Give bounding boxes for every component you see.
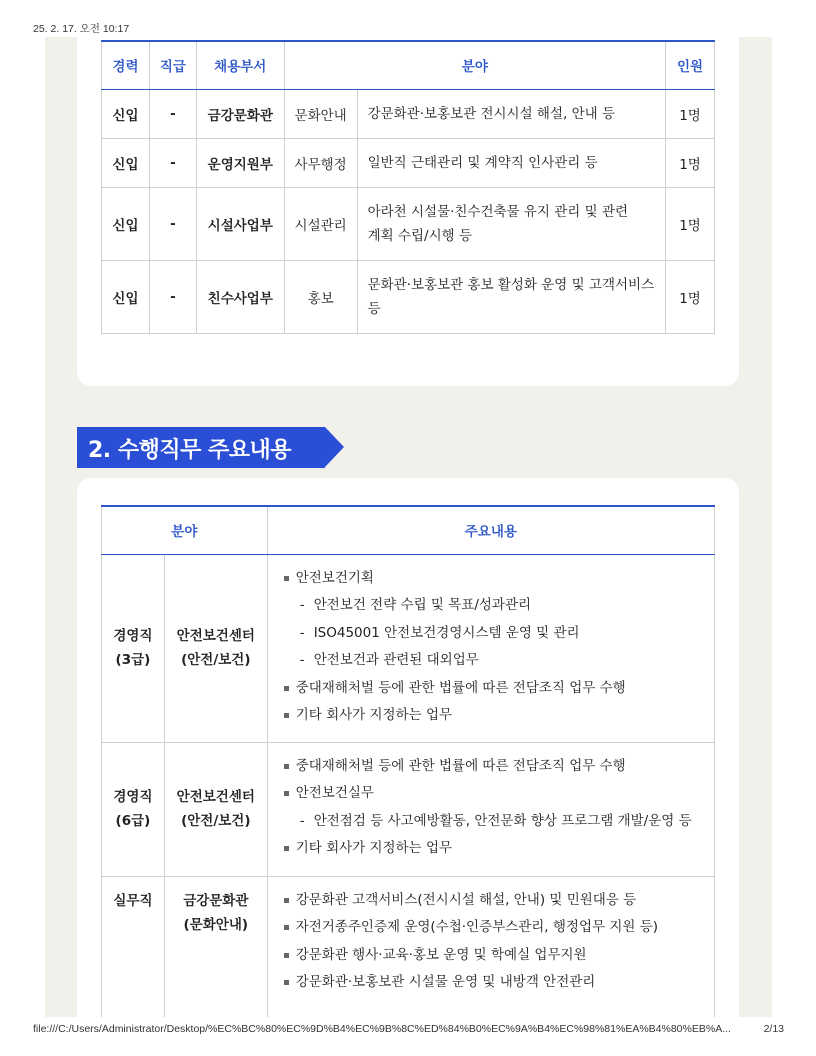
dept-line: (안전/보건) [181, 652, 251, 668]
list-item: 강문화관 고객서비스(전시시설 해설, 안내) 및 민원대응 등 [282, 887, 700, 915]
cell-type [102, 742, 165, 876]
cell-content [267, 876, 714, 1017]
cell-dept: 운영지원부 [196, 138, 284, 187]
table-row [102, 187, 715, 260]
cell-grade: - [149, 187, 196, 260]
list-item: 중대재해처벌 등에 관한 법률에 따른 전담조직 업무 수행 [282, 753, 700, 781]
cell-dept [164, 876, 267, 1017]
cell-count: 1명 [666, 89, 715, 138]
header-count: 인원 [666, 41, 715, 89]
desc-line: 등 [367, 300, 381, 317]
banner-arrow [325, 427, 344, 467]
section-2-title: 2. 수행직무 주요내용 [88, 438, 291, 463]
dept-line: (문화안내) [183, 916, 249, 933]
recruit-card [77, 37, 739, 386]
duty-table-header [102, 506, 715, 554]
header-grade: 직급 [149, 41, 196, 89]
cell-dept [164, 742, 267, 876]
table-row [102, 89, 715, 138]
duty-list [282, 565, 700, 730]
table-row [102, 260, 715, 333]
type-line: 경영직 [113, 628, 153, 644]
header-dept: 채용부서 [196, 41, 284, 89]
cell-field: 시설관리 [284, 187, 357, 260]
list-subitem: - 안전보건과 관련된 대외업무 [282, 647, 700, 675]
list-subitem: - ISO45001 안전보건경영시스템 운영 및 관리 [282, 620, 700, 648]
cell-dept [164, 554, 267, 742]
desc-line: 아라천 시설물·친수건축물 유지 관리 및 관련 [367, 203, 629, 220]
table-row [102, 876, 715, 1017]
list-subitem: - 안전점검 등 사고예방활동, 안전문화 향상 프로그램 개발/운영 등 [282, 808, 700, 836]
duty-card [77, 478, 739, 1017]
type-line: (6급) [115, 813, 151, 829]
cell-field: 사무행정 [284, 138, 357, 187]
cell-type [102, 876, 165, 1017]
cell-career: 신입 [102, 187, 150, 260]
cell-desc [357, 187, 665, 260]
list-item: 강문화관·보홍보관 시설물 운영 및 내방객 안전관리 [282, 969, 700, 997]
cell-desc: 강문화관·보홍보관 전시시설 해설, 안내 등 [357, 89, 665, 138]
header-field: 분야 [102, 506, 268, 554]
list-item: 자전거종주인증제 운영(수첩·인증부스관리, 행정업무 지원 등) [282, 914, 700, 942]
cell-desc [357, 260, 665, 333]
cell-career: 신입 [102, 260, 150, 333]
cell-content [267, 554, 714, 742]
cell-grade: - [149, 138, 196, 187]
list-item: 안전보건실무 [282, 780, 700, 808]
list-item: 기타 회사가 지정하는 업무 [282, 702, 700, 730]
list-subitem: - 안전보건 전략 수립 및 목표/성과관리 [282, 592, 700, 620]
cell-count: 1명 [666, 260, 715, 333]
header-field: 분야 [284, 41, 665, 89]
dept-line: (안전/보건) [181, 813, 251, 829]
cell-dept: 금강문화관 [196, 89, 284, 138]
dept-line: 금강문화관 [183, 892, 249, 909]
duty-list [282, 887, 700, 997]
print-footer-url: file:///C:/Users/Administrator/Desktop/%EC%BC%80%EC%9D%B4%EC%9B%8C%ED%84%B0%EC%9A%B4%EC%98%81%EA%B4%80%EB%A... [33, 1023, 731, 1035]
cell-career: 신입 [102, 138, 150, 187]
desc-line: 문화관·보홍보관 홍보 활성화 운영 및 고객서비스 [367, 276, 655, 293]
table-row [102, 742, 715, 876]
duty-list [282, 753, 700, 863]
header-content: 주요내용 [267, 506, 714, 554]
print-page-number: 2/13 [763, 1023, 784, 1035]
cell-dept: 친수사업부 [196, 260, 284, 333]
cell-grade: - [149, 260, 196, 333]
cell-content [267, 742, 714, 876]
desc-line: 계획 수립/시행 등 [367, 227, 472, 244]
type-line: 경영직 [113, 789, 153, 805]
cell-count: 1명 [666, 138, 715, 187]
cell-type [102, 554, 165, 742]
table-row [102, 138, 715, 187]
cell-desc: 일반직 근태관리 및 계약직 인사관리 등 [357, 138, 665, 187]
table-row [102, 554, 715, 742]
duty-table [101, 505, 715, 1017]
cell-grade: - [149, 89, 196, 138]
page-background [45, 37, 772, 1017]
list-item: 강문화관 행사·교육·홍보 운영 및 학예실 업무지원 [282, 942, 700, 970]
cell-dept: 시설사업부 [196, 187, 284, 260]
print-header-datetime: 25. 2. 17. 오전 10:17 [33, 23, 130, 35]
type-line: 실무직 [113, 892, 153, 909]
cell-field: 문화안내 [284, 89, 357, 138]
list-item: 기타 회사가 지정하는 업무 [282, 835, 700, 863]
cell-field: 홍보 [284, 260, 357, 333]
header-career: 경력 [102, 41, 150, 89]
dept-line: 안전보건센터 [176, 789, 255, 805]
recruit-table [101, 40, 715, 334]
dept-line: 안전보건센터 [176, 628, 255, 644]
list-item: 중대재해처벌 등에 관한 법률에 따른 전담조직 업무 수행 [282, 675, 700, 703]
recruit-table-header [102, 41, 715, 89]
type-line: (3급) [115, 652, 151, 668]
section-2-banner [77, 427, 341, 468]
cell-count: 1명 [666, 187, 715, 260]
list-item: 안전보건기획 [282, 565, 700, 593]
cell-career: 신입 [102, 89, 150, 138]
